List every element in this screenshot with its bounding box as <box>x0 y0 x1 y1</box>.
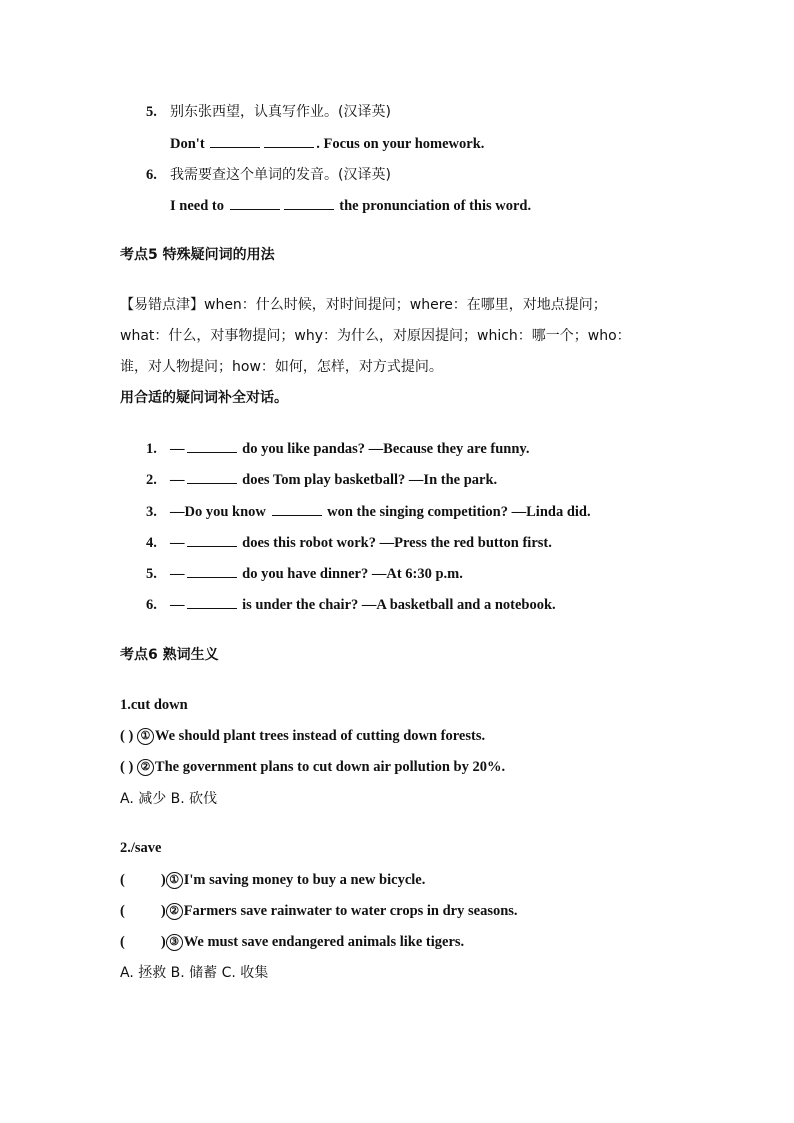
sentence-item: ( ) ② The government plans to cut down air pollution by 20%. <box>120 759 506 775</box>
blank[interactable] <box>187 565 237 578</box>
circled-number: ③ <box>166 934 183 951</box>
answer-paren[interactable]: ( <box>120 934 125 950</box>
answer-paren[interactable]: ( ) <box>120 759 134 775</box>
sentence-item: ( ) ② Farmers save rainwater to water crops in dry seasons. <box>120 903 518 919</box>
blank[interactable] <box>187 596 237 609</box>
tip-line-1: 【易错点津】when：什么时候，对时间提问；where：在哪里，对地点提问； <box>120 297 607 313</box>
dialog-item: 4. — does this robot work? —Press the red button first. <box>146 535 552 551</box>
group-head-cut-down: 1.cut down <box>120 697 188 713</box>
dialog-item: 3. —Do you know won the singing competition? —Linda did. <box>146 504 591 520</box>
tip-line-2: what：什么，对事物提问；why：为什么，对原因提问；which：哪一个；who： <box>120 328 631 344</box>
section-title-kd6: 考点6 熟词生义 <box>120 647 219 663</box>
circled-number: ② <box>166 903 183 920</box>
blank[interactable] <box>187 440 237 453</box>
answer-paren[interactable]: ( <box>120 872 125 888</box>
answer-paren[interactable]: ( <box>120 903 125 919</box>
blank[interactable] <box>187 534 237 547</box>
dialog-item: 2. — does Tom play basketball? —In the park. <box>146 472 498 488</box>
instruction: 用合适的疑问词补全对话。 <box>120 390 288 406</box>
sentence-item: ( ) ③ We must save endangered animals like tigers. <box>120 934 465 950</box>
circled-number: ① <box>166 872 183 889</box>
blank[interactable] <box>230 197 280 210</box>
dialog-item: 5. — do you have dinner? —At 6:30 p.m. <box>146 566 463 582</box>
dialog-item: 6. — is under the chair? —A basketball and a notebook. <box>146 597 556 613</box>
sentence-item: ( ) ① I'm saving money to buy a new bicycle. <box>120 872 426 888</box>
options: A. 减少 B. 砍伐 <box>120 791 218 807</box>
tip-line-3: 谁，对人物提问；how：如何，怎样，对方式提问。 <box>120 359 443 375</box>
q5-prompt: 5. 别东张西望，认真写作业。(汉译英) <box>146 104 391 120</box>
blank[interactable] <box>187 471 237 484</box>
q6-answer-line: I need to the pronunciation of this word. <box>170 198 532 214</box>
blank[interactable] <box>264 135 314 148</box>
options: A. 拯救 B. 储蓄 C. 收集 <box>120 965 269 981</box>
answer-paren[interactable]: ( ) <box>120 728 134 744</box>
circled-number: ① <box>137 728 154 745</box>
blank[interactable] <box>284 197 334 210</box>
blank[interactable] <box>272 503 322 516</box>
section-title-kd5: 考点5 特殊疑问词的用法 <box>120 247 275 263</box>
group-head-save: 2./save <box>120 840 162 856</box>
circled-number: ② <box>137 759 154 776</box>
dialog-item: 1. — do you like pandas? —Because they are funny. <box>146 441 530 457</box>
blank[interactable] <box>210 135 260 148</box>
q6-prompt: 6. 我需要查这个单词的发音。(汉译英) <box>146 167 391 183</box>
q5-answer-line: Don't . Focus on your homework. <box>170 136 485 152</box>
sentence-item: ( ) ① We should plant trees instead of cutting down forests. <box>120 728 486 744</box>
